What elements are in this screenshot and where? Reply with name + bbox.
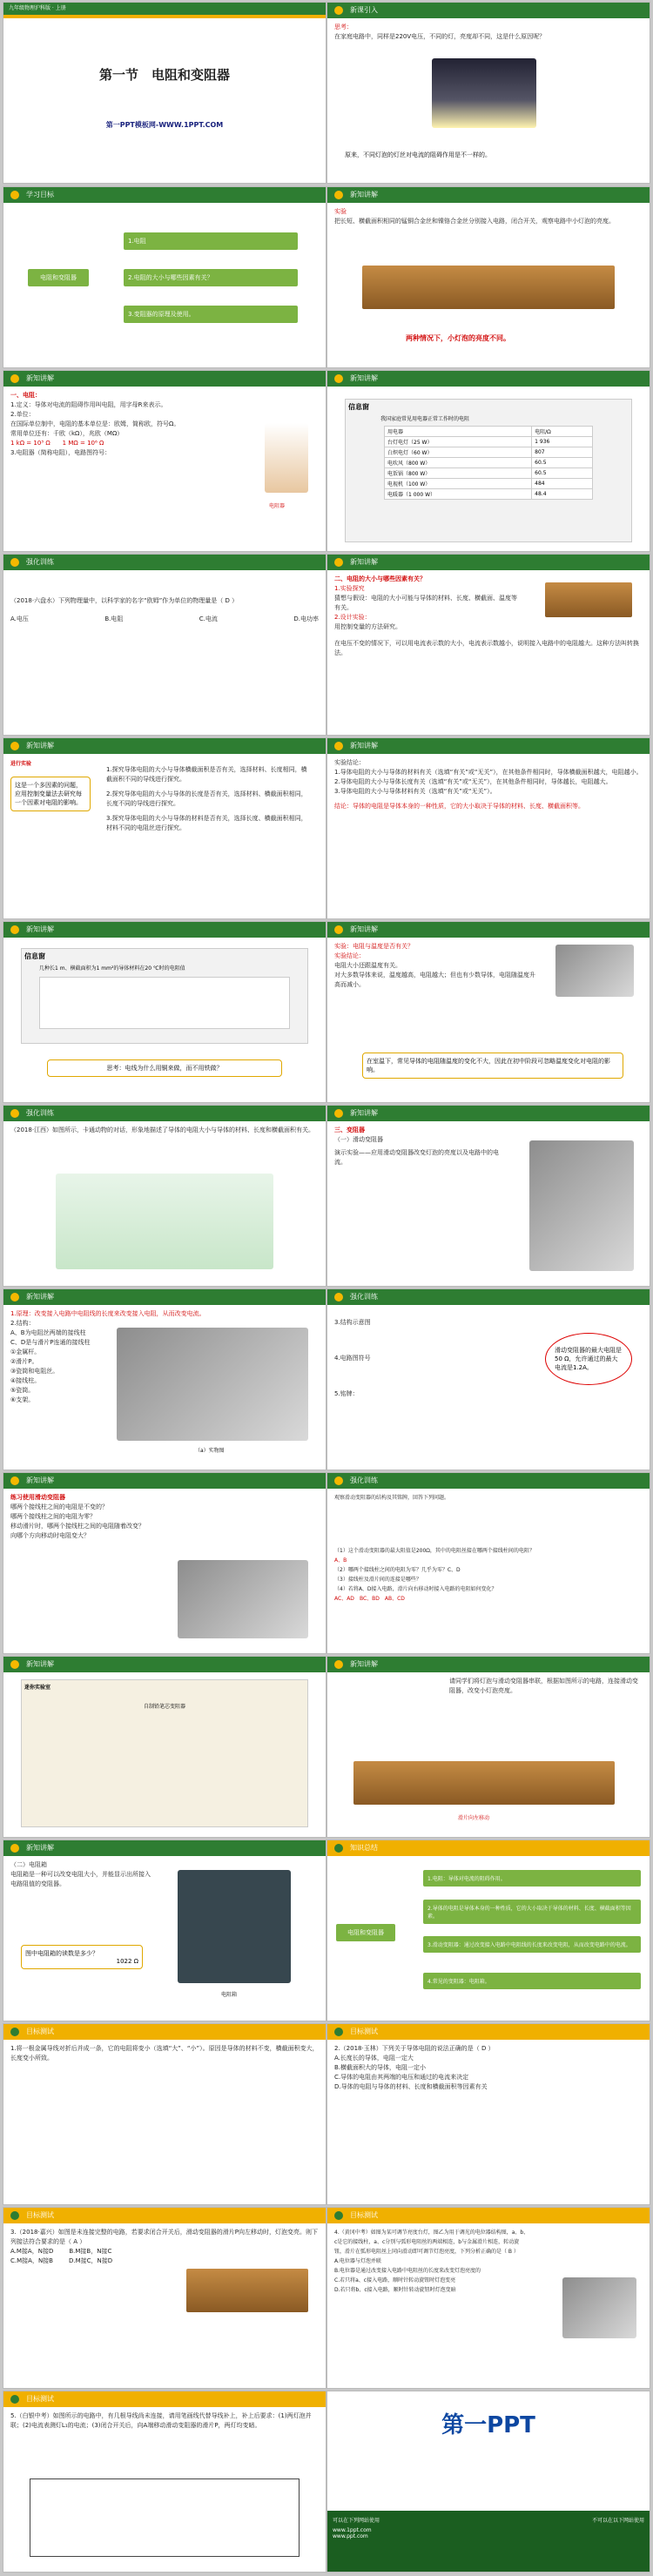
section-bar: 新知讲解 xyxy=(3,738,326,754)
circuit-photo xyxy=(186,2269,308,2312)
slide-4-experiment[interactable] xyxy=(326,186,650,368)
procedure-1: 1.探究导体电阻的大小与导体横截面积是否有关，选择材料、长度相同，横截面积不同的导线进行探究。 xyxy=(106,766,307,783)
conclusion-3: 3.导体电阻的大小与导体材料有关（选填“有关”或“无关”）。 xyxy=(334,788,496,795)
procedure-2: 2.探究导体电阻的大小与导体的长度是否有关，选择材料、横截面积相同，长度不同的导线进行探究。 xyxy=(106,790,307,807)
question: 3.（2018·嘉兴）如图是未连接完整的电路，若要求闭合开关后，滑动变阻器的滑片P向左移动时，灯泡变亮。则下列接法符合要求的是（ A ） xyxy=(10,2229,318,2245)
rheostat-photo xyxy=(178,1560,308,1638)
section-bar: 目标测试 xyxy=(327,2208,650,2223)
cartoon-image xyxy=(56,1174,273,1269)
answer-1: A、B xyxy=(334,1557,347,1564)
slide-16-symbols[interactable] xyxy=(326,1288,650,1470)
section-bar: 强化训练 xyxy=(327,1473,650,1489)
photo-caption: 电阻箱 xyxy=(221,1992,238,1998)
section-bar: 新知讲解 xyxy=(327,1657,650,1672)
structure-item: ④接线柱。 xyxy=(10,1377,41,1384)
heating-photo xyxy=(555,945,634,997)
option-a[interactable]: A.电压 xyxy=(10,615,29,622)
option-b[interactable]: B.M接B，N接C xyxy=(69,2248,112,2255)
slide-7-practice[interactable] xyxy=(3,554,326,736)
option-b[interactable]: B.电阻 xyxy=(104,615,124,622)
slide-21-resistance-box[interactable] xyxy=(3,1840,326,2021)
section-bar: 新知讲解 xyxy=(327,371,650,387)
footer-panel xyxy=(327,2511,650,2572)
structure-item: A、B为电阻丝两端的接线柱 xyxy=(10,1329,86,1336)
section-bar: 新知讲解 xyxy=(327,187,650,203)
structure-item: C、D是与滑片P连通的接线柱 xyxy=(10,1339,91,1346)
table-row: 台灯电灯（25 W） 1 936 xyxy=(385,437,593,447)
goal-center: 电阻和变阻器 xyxy=(28,269,89,286)
slide-19-minilab[interactable] xyxy=(3,1656,326,1838)
materials-table xyxy=(39,977,290,1029)
resistor-photo xyxy=(265,423,308,493)
summary-1: 1.电阻：导体对电流的阻碍作用。 xyxy=(423,1870,641,1887)
info-title: 信息窗 xyxy=(24,952,45,960)
structure-item: ⑥支架。 xyxy=(10,1396,35,1403)
heading: 一、电阻： xyxy=(10,392,41,399)
circuit-photo xyxy=(353,1761,615,1805)
site-link[interactable]: www.1ppt.com xyxy=(333,2527,372,2533)
cover-stripe xyxy=(3,15,326,18)
table-row: 用电器 电阻/Ω xyxy=(385,427,593,437)
exp-label: 实验 xyxy=(334,208,347,215)
guess: 猜想与假设：电阻的大小可能与导体的材料、长度、横截面、温度等有关。 xyxy=(334,595,517,611)
principle: 1.原理：改变接入电路中电阻线的长度来改变接入电阻，从而改变电流。 xyxy=(10,1310,205,1317)
slide-10-conclusion[interactable] xyxy=(326,737,650,919)
option-c[interactable]: C.导体的电阻由其两端的电压和通过的电流来决定 xyxy=(334,2074,469,2081)
summary-4: 4.常见的变阻器：电阻箱。 xyxy=(423,1973,641,1989)
question-4: 向哪个方向移动时电阻变大？ xyxy=(10,1532,90,1539)
symbol-label: 4.电路图符号 xyxy=(334,1355,371,1362)
heading: 练习使用滑动变阻器 xyxy=(10,1494,65,1501)
section-bar: 强化训练 xyxy=(3,555,326,570)
option-b[interactable]: B.电位器是通过改变接入电路中电阻丝的长度来改变灯泡亮度的 xyxy=(334,2268,481,2274)
question: 5.（白银中考）如图所示的电路中，有几根导线尚未连接，请用笔画线代替导线补上，补上后要求：(1)两灯泡并联；(2)电流表测灯L₁的电流；(3)闭合开关后，向A端移动滑动变阻器的滑片P，两灯均变暗。 xyxy=(10,2412,312,2429)
plate-bubble: 滑动变阻器的最大电阻是50 Ω，允许通过的最大电流是1.2A。 xyxy=(545,1333,632,1385)
slide-22-summary[interactable] xyxy=(326,1840,650,2021)
result-1: 电阻大小还跟温度有关。 xyxy=(334,962,401,969)
question-4: （4）若将A、D接入电路，滑片向右移动时接入电路的电阻如何变化？ xyxy=(334,1586,497,1592)
slide-15-structure[interactable] xyxy=(3,1288,326,1470)
structure-label: 2.结构： xyxy=(10,1320,35,1327)
question: （2018·六盘水）下列物理量中，以科学家的名字“欧姆”作为单位的物理量是（ D ） xyxy=(10,597,239,604)
think-box: 思考：电线为什么用铜来做，而不用铁做？ xyxy=(47,1059,282,1077)
unit-conv: 1 kΩ = 10³ Ω 1 MΩ = 10⁶ Ω xyxy=(10,440,104,447)
section-bar: 新知讲解 xyxy=(3,371,326,387)
end-logo: 第一PPT xyxy=(441,2412,535,2438)
slide-27-test[interactable] xyxy=(3,2391,326,2573)
slide-26-test[interactable] xyxy=(326,2207,650,2389)
option-c[interactable]: C.M接A，N接B xyxy=(10,2257,53,2264)
heading: 实验结论： xyxy=(334,759,365,766)
slide-6-info[interactable] xyxy=(326,370,650,552)
section-bar: 新知讲解 xyxy=(3,922,326,938)
step-2: 2.设计实验： xyxy=(334,614,371,621)
section-bar: 新知讲解 xyxy=(327,555,650,570)
option-a[interactable]: A.长度长的导体，电阻一定大 xyxy=(334,2055,414,2061)
section-bar: 目标测试 xyxy=(3,2024,326,2040)
result-label: 实验结论： xyxy=(334,952,365,959)
table-row: 电视机（100 W） 484 xyxy=(385,479,593,489)
table-row: 白炽电灯（60 W） 807 xyxy=(385,447,593,458)
cover-title: 第一节 电阻和变阻器 xyxy=(98,67,230,83)
slide-11-materials[interactable] xyxy=(3,921,326,1103)
note-box: 在室温下，常见导体的电阻随温度的变化不大，因此在初中阶段可忽略温度变化对电阻的影响。 xyxy=(362,1053,623,1079)
section-bar: 新知讲解 xyxy=(3,1289,326,1305)
section-bar: 目标测试 xyxy=(3,2208,326,2223)
heading: （二）电阻箱 xyxy=(10,1861,47,1868)
slide-2-intro[interactable] xyxy=(326,2,650,184)
section-bar: 强化训练 xyxy=(3,1106,326,1121)
method-note: 在电压不变的情况下，可以用电流表示数的大小，电流表示数越小，说明接入电路中的电阻越大。这种方法叫转换法。 xyxy=(334,640,639,656)
table-row: 电吹风（800 W） 60.5 xyxy=(385,458,593,468)
step-1: 1.实验探究 xyxy=(334,585,365,592)
table-row: 电饭锅（800 W） 60.5 xyxy=(385,468,593,479)
unit-line: 2.单位： xyxy=(10,411,35,418)
slide-17-practice-use[interactable] xyxy=(3,1472,326,1654)
think-label: 思考： xyxy=(334,24,353,30)
slide-13-practice[interactable] xyxy=(3,1105,326,1287)
question-1: 哪两个接线柱之间的电阻是不变的？ xyxy=(10,1503,108,1510)
info-caption: 几种长1 m、横截面积为1 mm²的导体材料在20 ℃时的电阻值 xyxy=(39,965,185,972)
answer-5: BC、BD xyxy=(359,1596,380,1602)
answer-6: AB、CD xyxy=(384,1596,405,1602)
site-link[interactable]: www.ppt.com xyxy=(333,2533,368,2539)
disallowed-label: 不可以在以下网站使用 xyxy=(591,2518,644,2524)
option-a[interactable]: A.M接A，N接D xyxy=(10,2248,54,2255)
slide-24-test[interactable] xyxy=(326,2023,650,2205)
answer: 1022 Ω xyxy=(116,1958,138,1965)
slide-23-test[interactable] xyxy=(3,2023,326,2205)
summary-2: 2.导体的电阻是导体本身的一种性质，它的大小取决于导体的材料、长度、横截面积等因素。 xyxy=(423,1900,641,1924)
photo-caption: （a）实物图 xyxy=(195,1448,225,1454)
method: 用控制变量的方法研究。 xyxy=(334,623,401,630)
demo-text: 演示实验——应用滑动变阻器改变灯泡的亮度以及电路中的电流。 xyxy=(334,1149,499,1166)
option-c[interactable]: C.电流 xyxy=(199,615,218,622)
appliance-table xyxy=(384,426,593,500)
bulbs-photo xyxy=(432,58,536,128)
slide-14-rheostat[interactable] xyxy=(326,1105,650,1287)
conclusion-2: 2.导体电阻的大小与导体长度有关（选填“有关”或“无关”），在其他条件相同时，导体越长，电阻越大。 xyxy=(334,778,612,785)
question: （2018·江西）如图所示，卡通动物的对话，形象地描述了导体的电阻大小与导体的材料、长度和横截面积有关。 xyxy=(10,1127,315,1133)
section-bar: 学习目标 xyxy=(3,187,326,203)
subheading: （一）滑动变阻器 xyxy=(334,1136,383,1143)
exp-text: 把长短、横截面积相同的锰铜合金丝和镍铬合金丝分别接入电路，闭合开关，观察电路中小灯泡的亮度。 xyxy=(334,218,615,225)
goal-2: 2.电阻的大小与哪些因素有关？ xyxy=(124,269,298,286)
goal-3: 3.变阻器的原理及使用。 xyxy=(124,306,298,323)
result-2: 对大多数导体来说，温度越高，电阻越大；但也有少数导体，电阻随温度升高而减小。 xyxy=(334,972,535,988)
conclusion-1: 1.导体电阻的大小与导体的材料有关（选填“有关”或“无关”），在其他条件相同时，导体横截面积越大，电阻越小。 xyxy=(334,769,643,776)
question-2: （2）哪两个接线柱之间的电阻为零？几乎为零？C、D xyxy=(334,1567,461,1573)
slide-12-temperature[interactable] xyxy=(326,921,650,1103)
plate-label: 5.铭牌： xyxy=(334,1390,359,1397)
table-row: 电暖器（1 000 W） 48.4 xyxy=(385,489,593,500)
circuit-photo xyxy=(362,266,615,309)
unit-common: 常用单位还有：千欧（kΩ），兆欧（MΩ） xyxy=(10,430,124,437)
summary: 结论：导体的电阻是导体本身的一种性质，它的大小取决于导体的材料、长度、横截面积等。 xyxy=(334,803,584,810)
heading: 三、变阻器 xyxy=(334,1127,365,1133)
def-line: 1.定义：导体对电流的阻碍作用叫电阻，用字母R来表示。 xyxy=(10,401,167,408)
option-d[interactable]: D.电功率 xyxy=(293,615,319,622)
slide-1-cover[interactable] xyxy=(3,2,326,184)
structure-item: ①金属杆。 xyxy=(10,1349,41,1355)
symbol-line: 3.电阻器（简称电阻），电路图符号： xyxy=(10,449,111,456)
description: 电阻箱是一种可以改变电阻大小，并能显示出所接入电路阻值的变阻器。 xyxy=(10,1871,151,1887)
intro-bottom: 原来，不同灯泡的灯丝对电流的阻碍作用是不一样的。 xyxy=(345,151,491,158)
section-bar: 新知讲解 xyxy=(3,1840,326,1856)
heading: 实验：电阻与温度是否有关？ xyxy=(334,943,414,950)
goal-1: 1.电阻 xyxy=(124,232,298,250)
question-1: （1）这个滑动变阻器的最大阻值是200Ω，其中的电阻丝接在哪两个接线柱间的电阻？ xyxy=(334,1548,535,1554)
option-b[interactable]: B.横截面积大的导体，电阻一定小 xyxy=(334,2064,427,2071)
question: 图中电阻箱的读数是多少？ xyxy=(25,1950,98,1957)
section-bar: 新课引入 xyxy=(327,3,650,18)
demo-photo xyxy=(529,1140,634,1271)
unit-text: 在国际单位制中，电阻的基本单位是：欧姆，简称欧，符号Ω。 xyxy=(10,420,180,427)
section-bar: 知识总结 xyxy=(327,1840,650,1856)
section-bar: 目标测试 xyxy=(3,2391,326,2407)
summary-3: 3.滑动变阻器：通过改变接入电路中电阻线的长度来改变电阻，从而改变电路中的电流。 xyxy=(423,1936,641,1953)
structure-item: ②滑片P。 xyxy=(10,1358,38,1365)
schematic-label: 3.结构示意图 xyxy=(334,1319,371,1326)
slide-18-practice[interactable] xyxy=(326,1472,650,1654)
section-bar: 新知讲解 xyxy=(327,738,650,754)
potentiometer-photo xyxy=(562,2277,636,2338)
section-bar: 新知讲解 xyxy=(327,1106,650,1121)
option-a[interactable]: A.电位器与灯泡并联 xyxy=(334,2258,381,2264)
slide-8-factors[interactable] xyxy=(326,554,650,736)
option-d[interactable]: D.导体的电阻与导体的材料、长度和横截面积等因素有关 xyxy=(334,2083,488,2090)
section-bar: 新知讲解 xyxy=(327,922,650,938)
apparatus-photo xyxy=(545,582,632,617)
option-c[interactable]: C.若只将a、c接入电路，顺时针转动旋钮时灯泡变亮 xyxy=(334,2277,456,2283)
slide-9-procedure[interactable] xyxy=(3,737,326,919)
section-bar: 新知讲解 xyxy=(3,1657,326,1672)
tag: 进行实验 xyxy=(10,761,32,767)
lab-caption: 自制铅笔芯变阻器 xyxy=(143,1704,185,1710)
slide-28-end[interactable] xyxy=(326,2391,650,2573)
info-title: 信息窗 xyxy=(348,403,369,411)
question: 4.（黄冈中考）如图为某可调节亮度台灯，图乙为用于调光的电位器结构图，a、b、c是它的接线柱，a、c分别与弧形电阻丝的两端相连，b与金属滑片相连，转动旋钮，滑片在弧形电阻丝上同向滑动即可调节灯泡亮度，下列分析正确的是（ B ） xyxy=(334,2230,529,2255)
procedure-3: 3.探究导体电阻的大小与导体的材料是否有关，选择长度、横截面积相同，材料不同的电阻丝进行探究。 xyxy=(106,815,307,831)
rheostat-photo xyxy=(117,1328,308,1441)
question: 2.（2018·玉林）下列关于导体电阻的说法正确的是（ D ） xyxy=(334,2045,495,2052)
think-text: 在家庭电路中，同样是220V电压，不同的灯，亮度却不同，这是什么原因呢？ xyxy=(334,33,546,40)
intro: 观察滑动变阻器的结构及其铭牌，回答下列问题。 xyxy=(334,1495,450,1501)
method-note: 这是一个多因素的问题，应用控制变量法去研究每一个因素对电阻的影响。 xyxy=(10,777,91,811)
section-bar: 强化训练 xyxy=(327,1289,650,1305)
circuit-diagram xyxy=(30,2478,300,2557)
slide-caption: 滑片向左移动 xyxy=(458,1815,490,1821)
question-box xyxy=(21,1945,143,1969)
structure-item: ⑤瓷筒。 xyxy=(10,1387,35,1394)
slide-5-resistance[interactable] xyxy=(3,370,326,552)
structure-item: ③瓷筒和电阻丝。 xyxy=(10,1368,59,1375)
exp-bottom: 两种情况下，小灯泡的亮度不同。 xyxy=(406,334,510,342)
answer-4: AC、AD xyxy=(334,1596,354,1602)
question-3: （3）接线柱及滑片间的连接是哪些？ xyxy=(334,1577,421,1583)
section-bar: 目标测试 xyxy=(327,2024,650,2040)
heading: 二、电阻的大小与哪些因素有关？ xyxy=(334,575,426,582)
question-2: 哪两个接线柱之间的电阻为零？ xyxy=(10,1513,96,1520)
tag: 迷你实验室 xyxy=(24,1685,51,1691)
info-caption: 我国家庭常见用电器正常工作时的电阻 xyxy=(380,416,470,422)
cover-site: 第一PPT模板网-WWW.1PPT.COM xyxy=(105,121,224,129)
option-d[interactable]: D.M接C，N接D xyxy=(68,2257,113,2264)
cover-header: 九年级物理沪科版 · 上册 xyxy=(3,3,326,15)
slide-3-goals[interactable] xyxy=(3,186,326,368)
resistance-box-photo xyxy=(178,1870,291,1983)
slide-20-connect[interactable] xyxy=(326,1656,650,1838)
section-bar: 新知讲解 xyxy=(3,1473,326,1489)
question: 1.将一根金属导线对折后并成一条，它的电阻将变小（选填“大”、“小”）。原因是导体的材料不变，横截面积变大，长度变小所致。 xyxy=(10,2045,319,2061)
resistor-caption: 电阻器 xyxy=(269,503,286,509)
slide-25-test[interactable] xyxy=(3,2207,326,2389)
summary-center: 电阻和变阻器 xyxy=(336,1924,395,1941)
option-d[interactable]: D.若只将b、c接入电路，顺时针转动旋钮时灯泡变暗 xyxy=(334,2287,456,2293)
question-3: 移动滑片时，哪两个接线柱之间的电阻随着改变？ xyxy=(10,1523,145,1530)
instructions: 请同学们将灯泡与滑动变阻器串联，根据如图所示的电路，连接滑动变阻器，改变小灯泡亮度。 xyxy=(449,1678,638,1694)
allowed-label: 可以在下列网站使用 xyxy=(333,2518,380,2524)
